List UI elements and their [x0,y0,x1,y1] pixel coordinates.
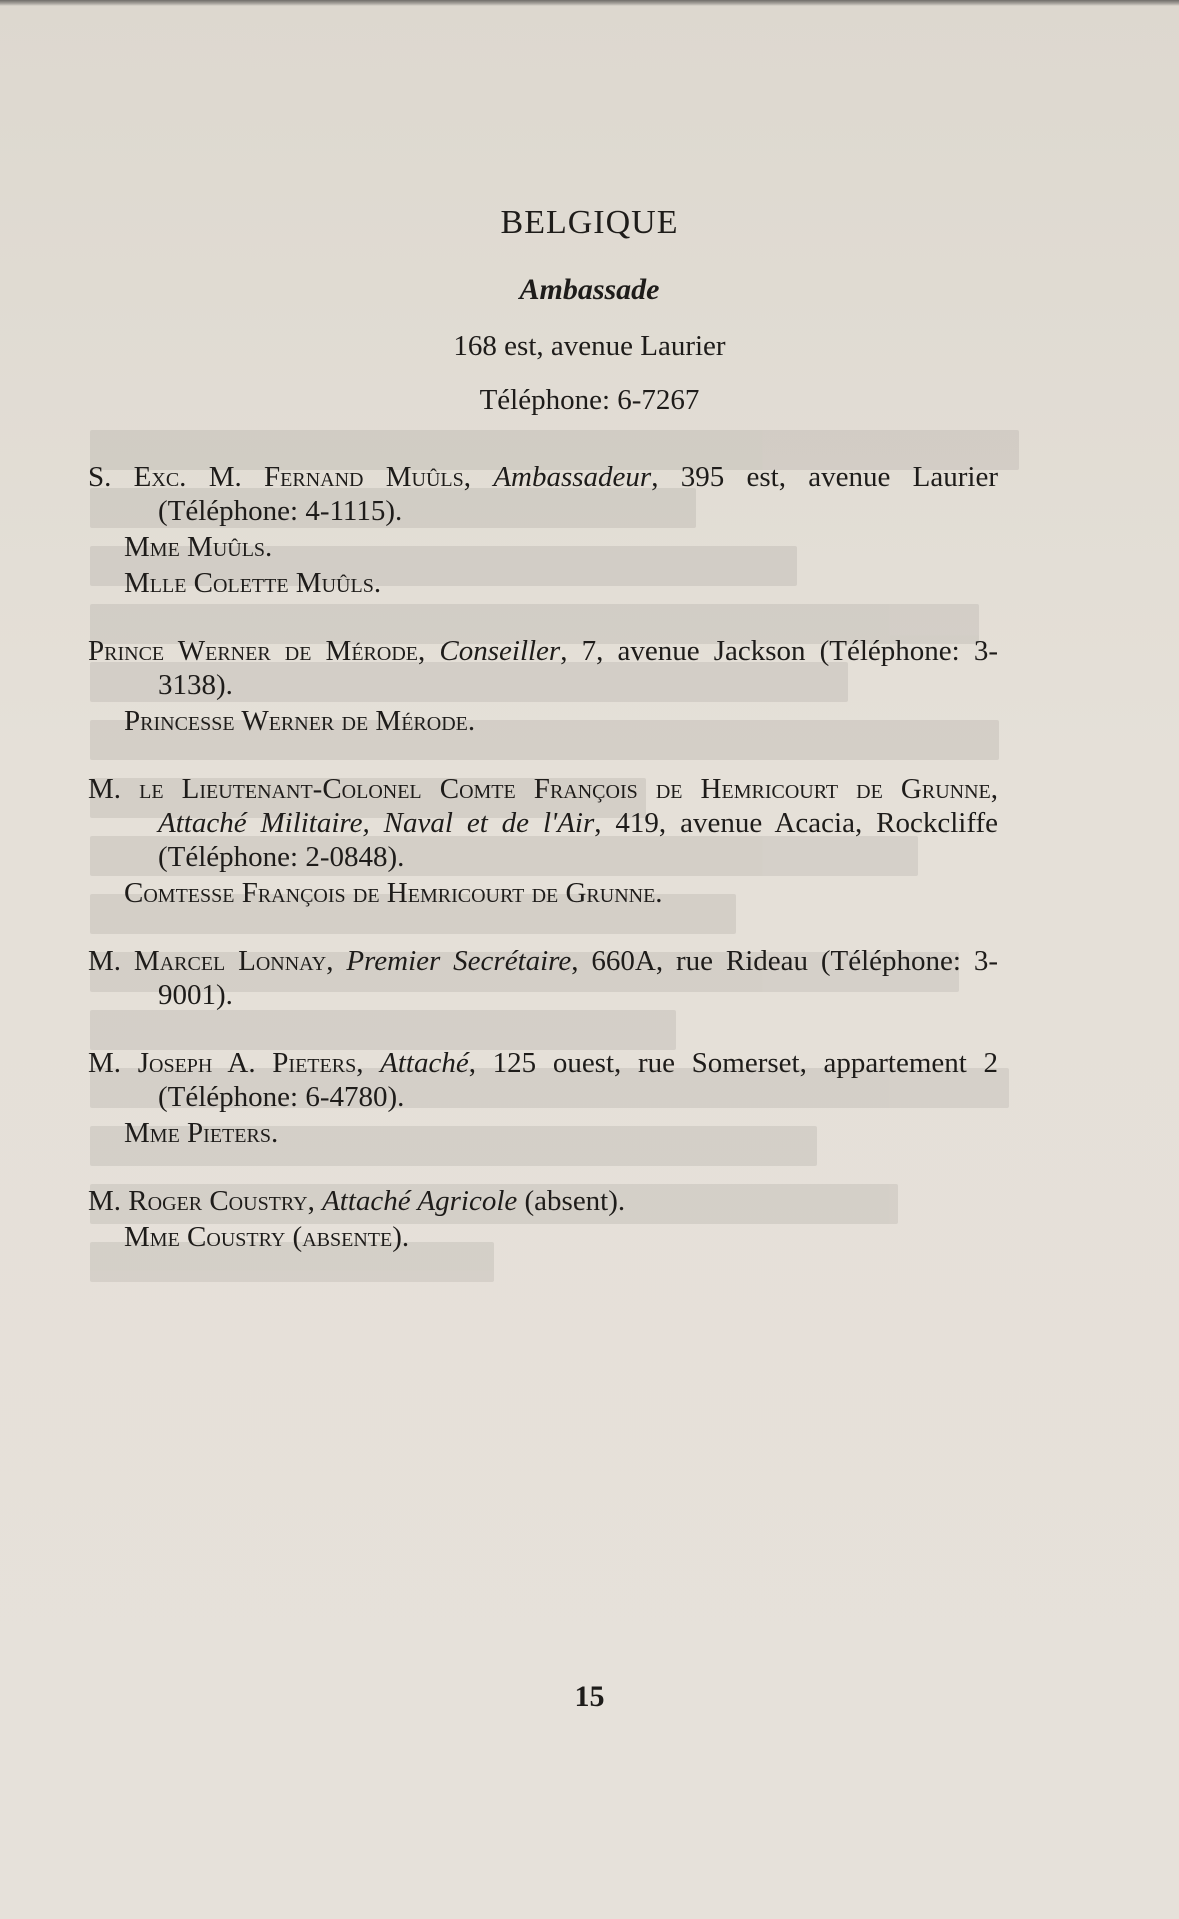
section-subtitle: Ambassade [519,273,660,306]
spouse-line: Mlle Colette Muûls. [124,567,382,599]
spouse-line: Princesse Werner de Mérode. [124,705,476,737]
entry-prefix: M. [88,773,140,805]
entry-name: Roger Coustry [128,1185,308,1217]
entry-prefix: Prince [88,635,178,667]
embassy-telephone: Téléphone: 6-7267 [479,384,700,416]
spouse-line: Mme Pieters. [124,1117,279,1149]
embassy-header [0,198,1179,424]
staff-list [88,460,998,1256]
entry-title: Ambassadeur [493,461,652,493]
entry-name: Joseph A. Pieters [137,1047,357,1079]
entry-title: Attaché Militaire, Naval et de l'Air [158,807,595,839]
entry-name: Werner de Mérode [177,635,419,667]
page-top-edge [0,0,1179,6]
staff-entry: M. Marcel Lonnay, Premier Secrétaire, 660A, rue Rideau (Téléphone: 3-9001). [88,945,998,1011]
entry-details: , 660A, rue Rideau (Téléphone: 3-9001). [158,945,998,1011]
entry-name: Fernand Muûls [264,461,464,493]
entry-title: Attaché [380,1047,469,1079]
staff-entry: M. Joseph A. Pieters, Attaché, 125 ouest, rue Somerset, appartement 2 (Téléphone: 6-4780). [88,1047,998,1113]
entry-details: , 125 ouest, rue Somerset, appartement 2 (Téléphone: 6-4780). [158,1047,998,1113]
embassy-address: 168 est, avenue Laurier [453,330,726,362]
staff-entry: M. le Lieutenant-Colonel Comte François de Hemricourt de Grunne, Attaché Militaire, Naval et de l'Air, 419, avenue Acacia, Rockcliffe (Téléphone: 2-0848). [88,773,998,873]
entry-prefix: M. [88,1185,129,1217]
entry-details: (absent). [517,1185,626,1217]
spouse-line: Mme Coustry (absente). [124,1221,410,1253]
staff-entry: Prince Werner de Mérode, Conseiller, 7, avenue Jackson (Téléphone: 3-3138). [88,635,999,701]
entry-details: , 419, avenue Acacia, Rockcliffe (Téléphone: 2-0848). [158,807,998,873]
staff-entry: M. Roger Coustry, Attaché Agricole (absent). [88,1185,626,1217]
entry-prefix: M. [88,1047,138,1079]
country-heading: BELGIQUE [500,204,679,241]
entry-name: le Lieutenant-Colonel Comte François de Hemricourt de Grunne [139,773,991,805]
entry-prefix: S. Exc. M. [88,461,265,493]
entry-details: , 395 est, avenue Laurier (Téléphone: 4-1115). [158,461,998,527]
spouse-line: Mme Muûls. [124,531,273,563]
staff-entry: S. Exc. M. Fernand Muûls, Ambassadeur, 395 est, avenue Laurier (Téléphone: 4-1115). [88,461,998,527]
entry-name: Marcel Lonnay [133,945,327,977]
entry-title: Attaché Agricole [322,1185,518,1217]
entry-details: , 7, avenue Jackson (Téléphone: 3-3138). [158,635,999,701]
entry-title: Premier Secrétaire [346,945,572,977]
spouse-line: Comtesse François de Hemricourt de Grunne. [124,877,663,909]
entry-title: Conseiller [439,635,561,667]
entry-prefix: M. [88,945,134,977]
page-number: 15 [574,1680,605,1713]
